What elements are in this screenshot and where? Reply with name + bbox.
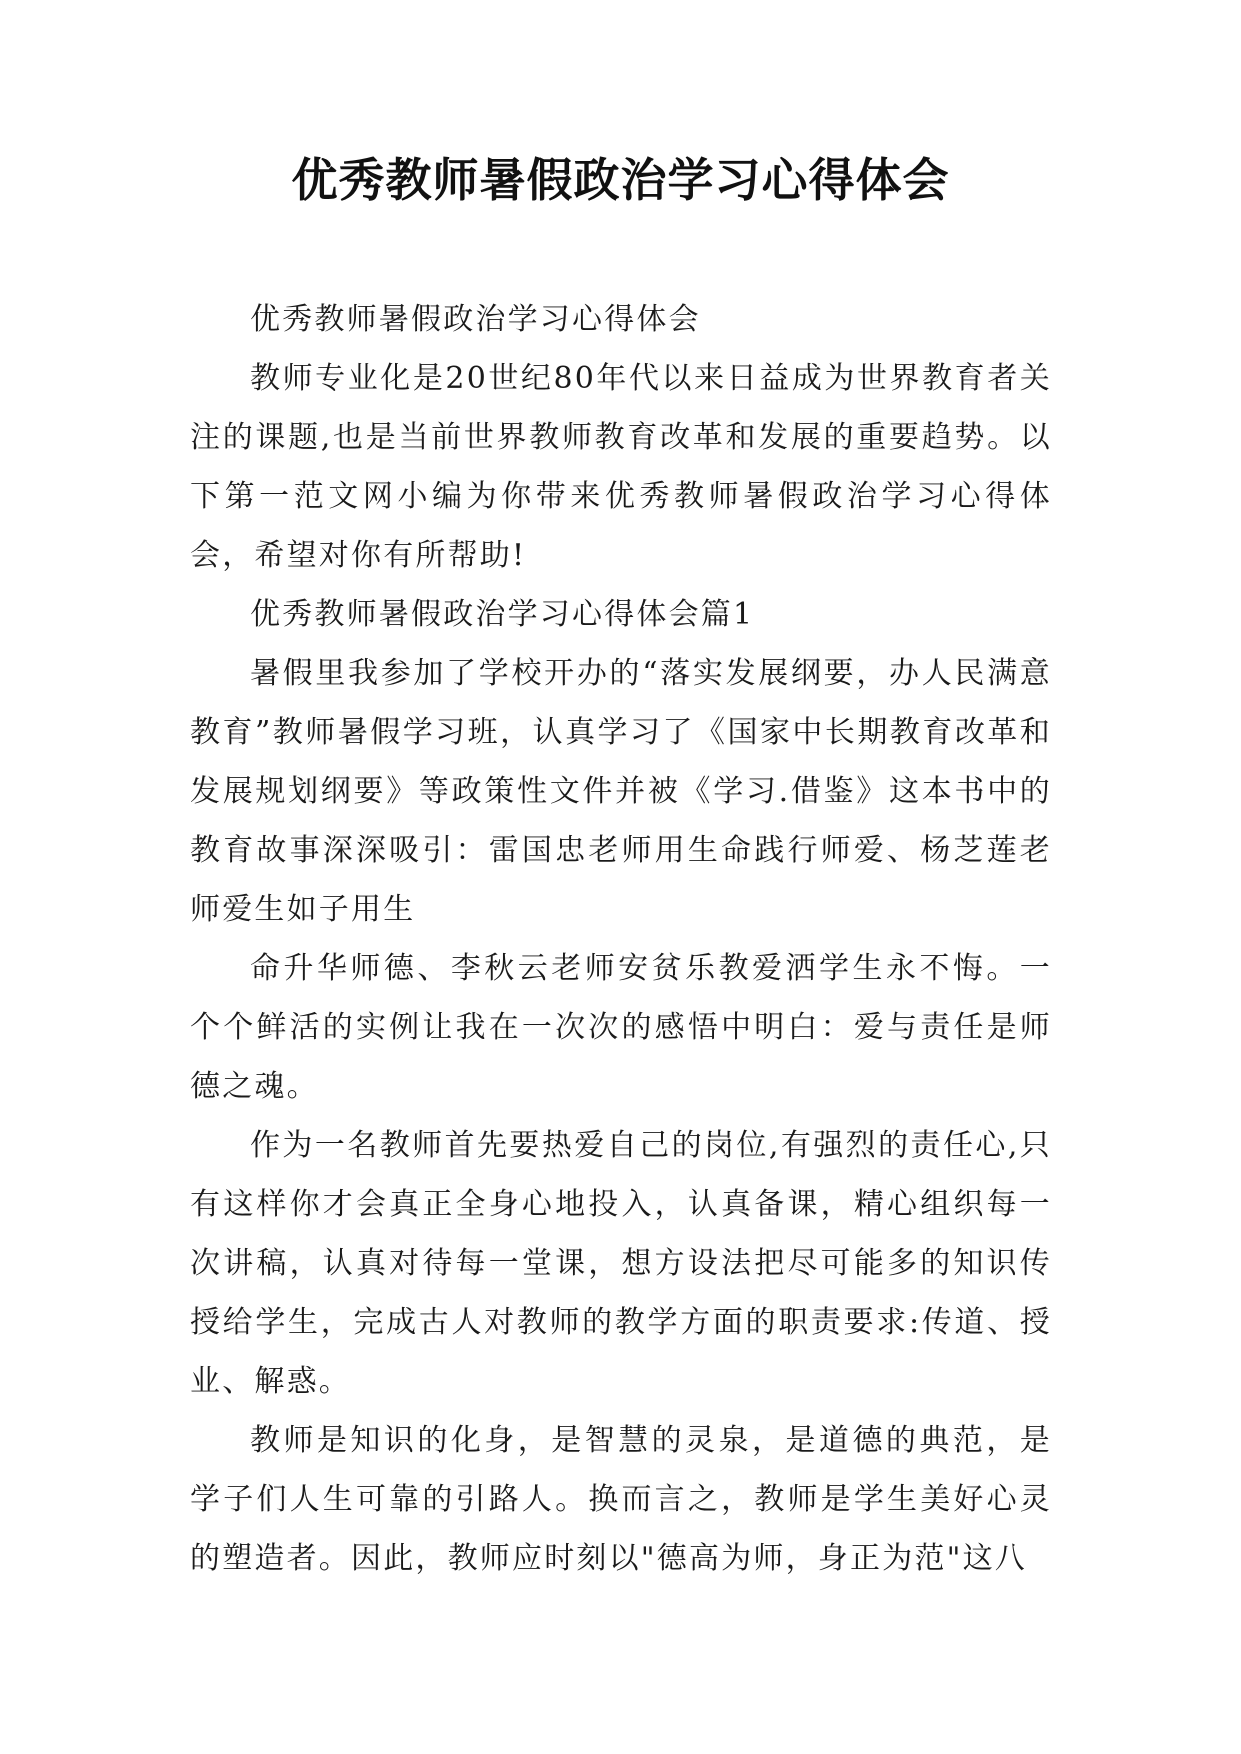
paragraph-body: 作为一名教师首先要热爱自己的岗位,有强烈的责任心,只有这样你才会真正全身心地投入，认真备课，精心组织每一次讲稿，认真对待每一堂课，想方设法把尽可能多的知识传授给学生，完成古人对教师的教学方面的职责要求:传道、授业、解惑。 [190, 1128, 1052, 1399]
paragraph-section-heading: 优秀教师暑假政治学习心得体会篇1 [250, 597, 755, 632]
document-body [190, 290, 1052, 1588]
paragraph-intro: 教师专业化是20世纪80年代以来日益成为世界教育者关注的课题,也是当前世界教师教育改革和发展的重要趋势。以下第一范文网小编为你带来优秀教师暑假政治学习心得体会，希望对你有所帮助! [190, 361, 1052, 573]
paragraph-body: 教师是知识的化身，是智慧的灵泉，是道德的典范，是学子们人生可靠的引路人。换而言之，教师是学生美好心灵的塑造者。因此，教师应时刻以"德高为师，身正为范"这八 [190, 1423, 1052, 1576]
document-title: 优秀教师暑假政治学习心得体会 [291, 153, 950, 207]
paragraph-subtitle: 优秀教师暑假政治学习心得体会 [250, 302, 701, 337]
paragraph-body: 命升华师德、李秋云老师安贫乐教爱洒学生永不悔。一个个鲜活的实例让我在一次次的感悟中明白：爱与责任是师德之魂。 [190, 951, 1052, 1104]
paragraph-body: 暑假里我参加了学校开办的“落实发展纲要，办人民满意教育”教师暑假学习班，认真学习了《国家中长期教育改革和发展规划纲要》等政策性文件并被《学习.借鉴》这本书中的教育故事深深吸引：雷国忠老师用生命践行师爱、杨芝莲老师爱生如子用生 [190, 656, 1052, 927]
